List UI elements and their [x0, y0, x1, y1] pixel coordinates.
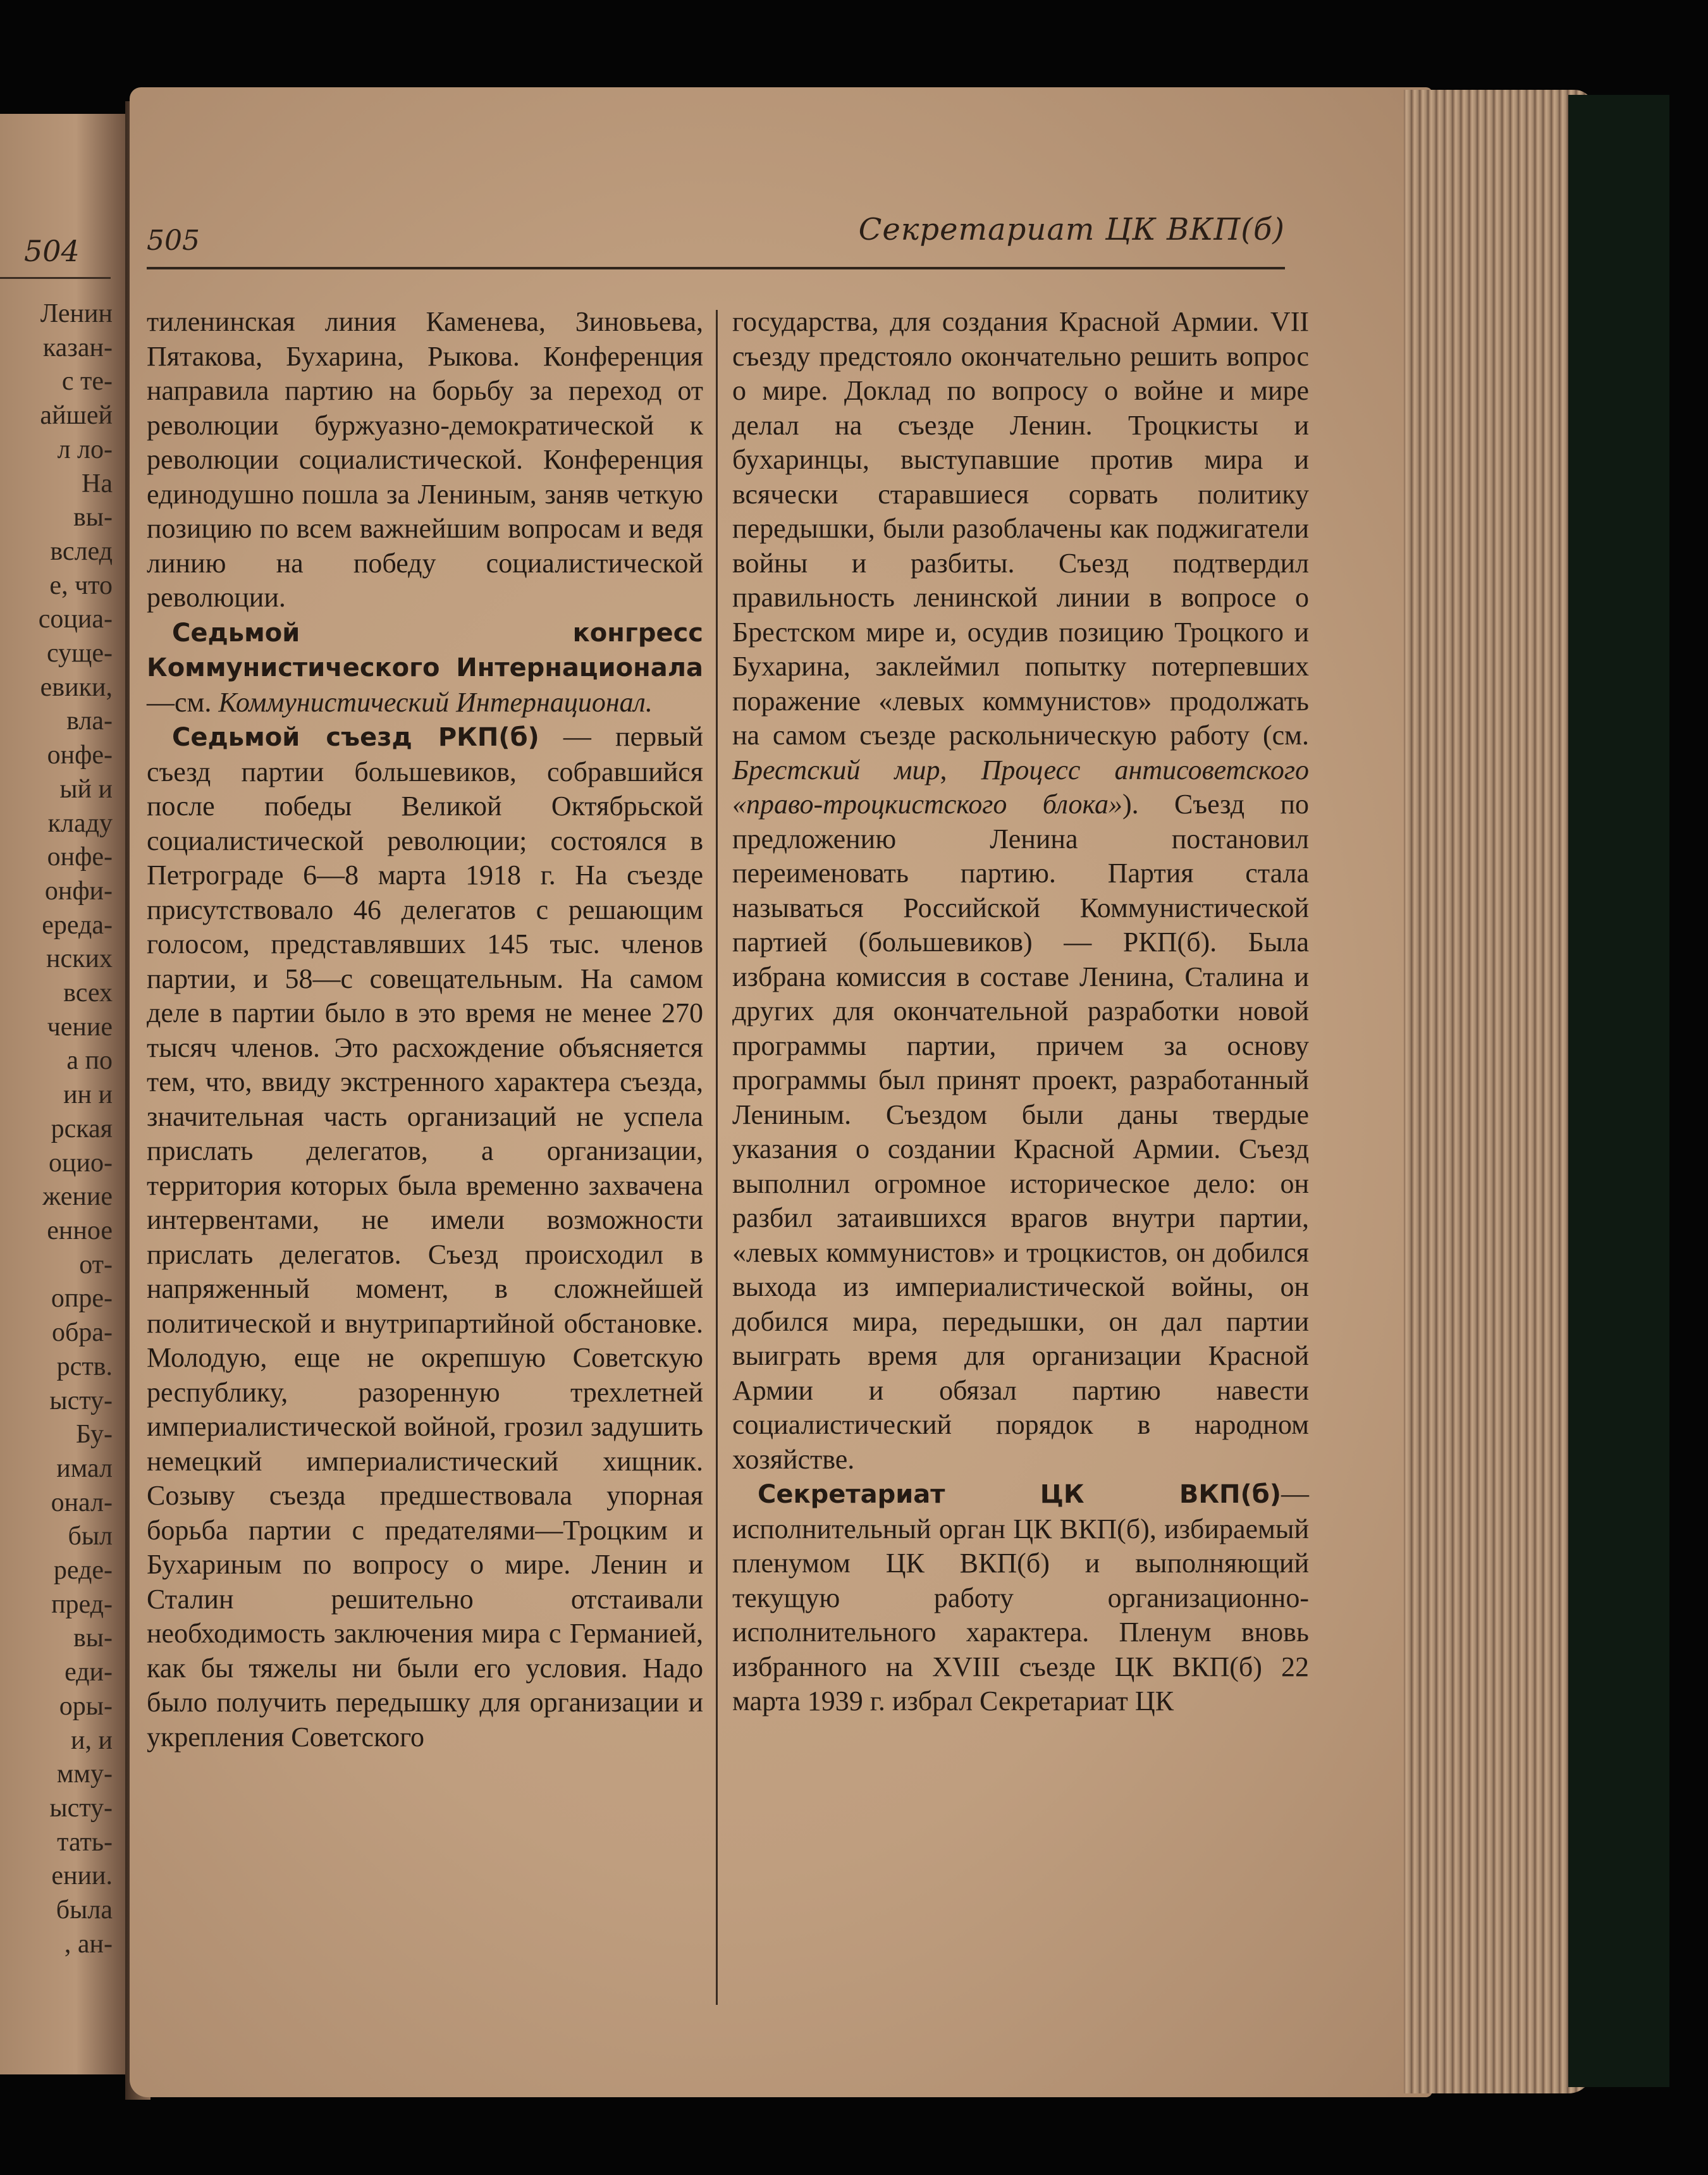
page-number: 505	[147, 225, 200, 257]
left-page-line: ысту-	[49, 1793, 113, 1823]
left-page-line: вы-	[73, 503, 113, 533]
left-page-line-fragments	[0, 297, 113, 1961]
continuation-paragraph	[732, 305, 1309, 1477]
left-page-line: енное	[47, 1216, 113, 1245]
entry-secretariat	[732, 1477, 1309, 1719]
entry-body: — первый съезд партии большевиков, собравшийся после победы Великой Октябрьской социалистической революции; состоялся в Петрограде 6—8 марта 1918 г. На съезде присутствовало 46 делегатов с решающим голосом, представлявших 145 тыс. членов партии, и 58—с совещательным. На самом деле в партии было в это время не менее 270 тысяч членов. Это расхождение объясняется тем, что, ввиду экстренного характера съезда, значительная часть организаций не успела прислать делегатов, а организации, территория которых была временно захвачена интервентами, не имели возможности прислать делегатов. Съезд происходил в напряженный момент, в сложнейшей политической и внутрипартийной обстановке. Молодую, еще не окрепшую Советскую республику, разоренную трехлетней империалистической войной, грозил задушить немецкий империалистический хищник. Созыву съезда предшествовала упорная борьба партии с предателями—Троцким и Бухариным по вопросу о мире. Ленин и Сталин решительно отстаивали необходимость заключения мира с Германией, как бы тяжелы ни были его условия. Надо было получить передышку для организации и укрепления Советского	[147, 721, 703, 1753]
left-page-line: айшей	[40, 401, 113, 431]
body-text: государства, для создания Красной Армии. VII съезду предстояло окончательно решить вопрос о мире. Доклад по вопросу о войне и мире делал на съезде Ленин. Троцкисты и бухаринцы, выступавшие против мира и всячески старавшиеся сорвать политику передышки, были разоблачены как поджигатели войны и разбиты. Съезд подтвердил правильность ленинской линии в вопросе о Брестском мире и, осудив позицию Троцкого и Бухарина, заклеймил попытку потерпевших поражение «левых коммунистов» продолжать на самом съезде раскольническую работу (см.	[732, 306, 1309, 751]
left-page-line: нских	[46, 944, 113, 974]
left-page-line: а по	[66, 1046, 113, 1076]
left-page-line: ереда-	[42, 910, 113, 940]
left-page-line: имал	[56, 1453, 113, 1483]
entry-body: —исполнительный орган ЦК ВКП(б), избираемый пленумом ЦК ВКП(б) и выполняющий текущую работу организационно-исполнительного характера. Пленум вновь избранного на XVIII съезде ЦК ВКП(б) 22 марта 1939 г. избрал Секретариат ЦК	[732, 1478, 1309, 1716]
left-page-line: Бу-	[75, 1420, 113, 1450]
left-page-line: опре-	[51, 1284, 113, 1314]
column-divider	[716, 310, 718, 2005]
header-rule	[147, 267, 1285, 269]
left-page-line: оры-	[59, 1691, 113, 1721]
left-page-line: ин и	[63, 1080, 113, 1110]
left-page-line: ысту-	[49, 1386, 113, 1415]
left-page-line: онфе-	[47, 741, 113, 770]
left-page-line: обра-	[52, 1318, 113, 1348]
left-page-line: мму-	[56, 1759, 113, 1789]
left-page-line: пред-	[51, 1589, 113, 1619]
left-page-line: е, что	[49, 570, 113, 600]
left-page-line: еди-	[65, 1658, 113, 1687]
left-page-line: , ан-	[64, 1929, 113, 1959]
cross-reference-trial: Процесс антисоветского «право-троцкистского блока»	[732, 754, 1310, 820]
entry-dash: —см.	[147, 686, 219, 718]
page-fore-edge	[1404, 90, 1594, 2093]
left-page-line: вы-	[73, 1624, 113, 1653]
left-page-line: от-	[79, 1250, 113, 1279]
left-page-line: вслед	[50, 536, 113, 566]
left-page-line: рств.	[56, 1352, 113, 1381]
cross-reference-brest: Брестский мир	[732, 754, 940, 786]
left-page-line: ении.	[51, 1861, 113, 1891]
left-page-line: чение	[47, 1012, 113, 1042]
left-page-line: социа-	[38, 605, 113, 634]
left-page-line: рская	[51, 1114, 113, 1143]
book-cover	[1568, 95, 1669, 2087]
left-page-line: оцио-	[49, 1148, 113, 1178]
entry-heading: Секретариат ЦК ВКП(б)	[758, 1480, 1281, 1509]
left-page-line: На	[82, 469, 113, 498]
left-page-line: с те-	[61, 367, 113, 397]
left-page-edge	[0, 114, 126, 2074]
entry-cross-reference: Коммунистический Интернационал.	[218, 686, 653, 718]
column-right	[732, 305, 1309, 2076]
left-page-line: евики,	[40, 672, 113, 702]
entry-heading: Седьмой съезд РКП(б)	[172, 723, 539, 752]
left-page-line: вла-	[66, 706, 113, 736]
entry-seventh-comintern-congress	[147, 615, 703, 720]
column-left	[147, 305, 703, 2076]
running-header	[147, 212, 1285, 262]
left-page-line: Ленин	[40, 299, 113, 328]
left-page-line: казан-	[42, 333, 113, 362]
left-page-line: кладу	[47, 808, 113, 838]
left-page-line: всех	[63, 978, 113, 1008]
left-page-line: суще-	[46, 639, 113, 669]
left-page-line: жение	[42, 1182, 113, 1212]
left-page-line: тать-	[57, 1827, 113, 1857]
entry-heading: Седьмой конгресс Коммунистического Интернационала	[147, 618, 703, 682]
entry-seventh-rkp-congress	[147, 720, 703, 1754]
running-title: Секретариат ЦК ВКП(б)	[858, 212, 1285, 247]
continuation-paragraph: тиленинская линия Каменева, Зиновьева, Пятакова, Бухарина, Рыкова. Конференция направила партию на борьбу за переход от революции буржуазно-демократической к революции социалистической. Конференция единодушно пошла за Лениным, заняв четкую позицию по всем важнейшим вопросам и ведя линию на победу социалистической революции.	[147, 306, 703, 613]
left-page-line: онфи-	[44, 876, 113, 906]
left-page-line: была	[56, 1895, 113, 1925]
left-page-line: ый и	[59, 774, 113, 804]
left-page-line: л ло-	[57, 434, 113, 464]
separator: ,	[940, 754, 981, 786]
left-page-rule	[0, 277, 111, 279]
left-page-line: был	[68, 1522, 113, 1551]
body-text: ). Съезд по предложению Ленина постановил переименовать партию. Партия стала называться Российской Коммунистической партией (большевиков) — РКП(б). Была избрана комиссия в составе Ленина, Сталина и других для окончательной разработки новой программы партии, причем за основу программы был принят проект, разработанный Лениным. Съездом были даны твердые указания о создании Красной Армии. Съезд выполнил огромное историческое дело: он разбил затаившихся врагов внутри партии, «левых коммунистов» и троцкистов, он добился выхода из империалистической войны, он добился мира, передышки, он дал партии выиграть время для организации Красной Армии и обязал партию навести социалистический порядок в народном хозяйстве.	[732, 789, 1309, 1475]
left-page-line: онал-	[51, 1488, 113, 1517]
left-page-line: онфе-	[47, 842, 113, 872]
left-page-line: реде-	[53, 1556, 113, 1586]
left-page-line: и, и	[71, 1725, 113, 1755]
left-page-number: 504	[24, 234, 80, 268]
